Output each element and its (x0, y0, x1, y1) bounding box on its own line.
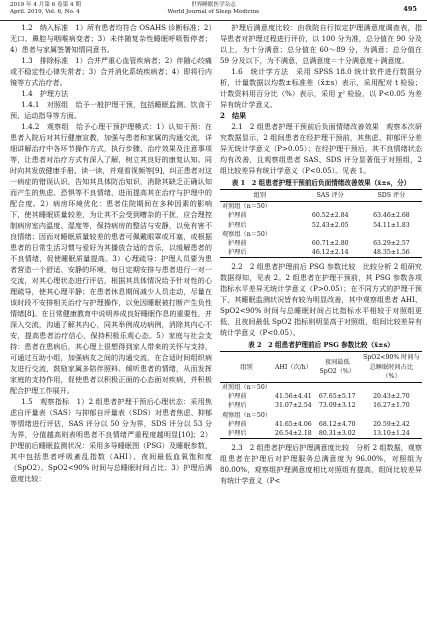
row-label: 护理后 (228, 402, 247, 410)
table-cell (361, 230, 422, 239)
paragraph: 2.2 2 组患者护理前后 PSG 参数比较 比较分析 2 组研究数据得知，见表 2。2 组患者在护理干预前，其 PSG 参数各项指标水平差异无统计学意义（P>0.05）；在不同方式的护理干预下，其睡眠监测状况皆有较为明显改善，其中观察组患者 AHI、SpO2<90% 时间与总睡眠时间占比指标水平相较于对照组更低，且夜间最低 SpO2 指标则明显高于对照组，组间比较差异有统计学意义（P<0.05）。 (220, 262, 422, 338)
table-cell: 60.52±2.84 (311, 212, 349, 220)
table2-caption: 表 2 2 组患者护理前后 PSG 参数比较（x̄±s） (248, 341, 394, 350)
journal-title-cn: 世界睡眠医学杂志 (191, 2, 236, 8)
table-row (220, 392, 422, 401)
row-label: 对照组（n＝50） (222, 384, 271, 392)
row-label: 护理后 (228, 249, 247, 257)
table-cell: 20.43±2.70 (373, 393, 410, 401)
table-cell (361, 383, 422, 393)
table-cell: 63.29±2.57 (373, 240, 410, 248)
table1-caption: 表 1 2 组患者护理干预前后负面情绪改善效果（x̄±s，分） (231, 179, 411, 187)
table-row (220, 429, 422, 439)
table-cell: 68.12±4.70 (318, 420, 356, 428)
row-label: 护理前 (228, 240, 247, 248)
column-header: 夜间最低 SpO2（%） (319, 359, 355, 376)
table-cell: 46.12±2.14 (311, 249, 349, 257)
row-label: 观察组（n＝50） (222, 230, 271, 238)
table-row (220, 383, 422, 393)
column-header: SpO2<90% 时间与总睡眠时间占比（%） (363, 354, 420, 380)
table-cell: 63.46±2.68 (373, 212, 410, 220)
table-row (220, 420, 422, 429)
table1 (220, 189, 422, 258)
column-header: AHI（次/h） (274, 363, 312, 371)
paragraph: 2.1 2 组患者护理干预前后负面情绪改善效果 观察本次研究数据显示，2 组间患者在经护理干预前，其焦虑、抑郁评分差异无统计学意义（P>0.05）；在经护理干预后，其不良情绪状态均有改善，且观察组患者 SAS、SDS 评分显著低于对照组，2 组比较差异有统计学意义（P<0.05）。见表 1。 (220, 122, 422, 175)
page-header (0, 0, 427, 21)
table-cell (361, 202, 422, 212)
journal-title-en: World Journal of Sleep Medicine (167, 9, 260, 16)
table2-body (220, 383, 422, 439)
right-column-middle (220, 261, 422, 338)
paragraph: 1.6 统计学方法 采用 SPSS 18.0 统计软件进行数据分析，计量数据以均数±标准差（x̄±s）表示，采用配对 t 检验；计数资料用百分比（%）表示，采用 χ² 检验，以 P<0.05 为差异有统计学意义。 (220, 67, 422, 109)
table-cell (273, 383, 314, 393)
table-cell (314, 411, 361, 420)
left-column-body (10, 22, 212, 484)
table-cell (300, 202, 361, 212)
table-cell (314, 383, 361, 393)
row-label: 护理后 (228, 430, 247, 438)
paragraph: 1.2 纳入标准 1）所有患者均符合 OSAHS 诊断标准；2）无口、鼻腔与咽喉病变者；3）未伴随复杂性睡眠呼吸暂停者；4）患者与家属签署知情同意书。 (10, 23, 212, 54)
right-column-bottom (220, 442, 422, 486)
table-cell: 54.11±1.83 (373, 221, 410, 229)
table-cell: 67.65±5.17 (318, 393, 356, 401)
table-row (220, 221, 422, 230)
paragraph: 1.4 护理方法 (21, 89, 69, 98)
table-cell (273, 411, 314, 420)
table-cell: 31.07±2.54 (275, 402, 312, 410)
table2-header-row (220, 352, 422, 383)
table-row (220, 401, 422, 410)
table-cell: 48.35±1.56 (373, 249, 410, 257)
row-label: 对照组（n＝50） (222, 203, 271, 211)
paragraph: 1.3 排除标准 1）合并严重心血管疾病者；2）伴随心绞痛或不稳定性心律失常者；3）合并消化系统疾病者；4）即将行内镜等方式治疗者。 (10, 56, 212, 87)
journal-title (0, 2, 427, 17)
right-column (220, 22, 422, 486)
table-row (220, 411, 422, 420)
row-label: 护理后 (228, 221, 247, 229)
table-row (220, 239, 422, 248)
table1-header-row (220, 190, 422, 202)
column-header: 组别 (240, 363, 253, 371)
row-label: 观察组（n＝50） (222, 411, 271, 419)
table-cell: 13.10±1.24 (373, 430, 410, 438)
left-column (10, 22, 212, 484)
table-cell: 16.27±1.70 (373, 402, 410, 410)
table-cell: 60.71±2.80 (311, 240, 349, 248)
issue-cn: 2019 年 4 月第 6 卷第 4 期 (10, 2, 81, 8)
table-row (220, 211, 422, 220)
right-column-top (220, 22, 422, 176)
table-cell: 80.31±3.02 (318, 430, 356, 438)
row-label: 护理前 (228, 212, 247, 220)
table-cell (300, 230, 361, 239)
column-header: 组别 (253, 192, 267, 199)
table1-body (220, 202, 422, 258)
issue-en: April. 2019, Vol. 6, No. 4 (10, 9, 80, 16)
table-cell: 20.59±2.42 (373, 420, 410, 428)
table-row (220, 248, 422, 258)
column-header: SAS 评分 (316, 192, 344, 199)
table-cell: 73.09±3.12 (318, 402, 356, 410)
table-cell: 41.65±4.06 (275, 420, 312, 428)
page-number: 495 (403, 5, 417, 13)
paragraph: 1.4.1 对照组 给予一般护理干预，包括睡眠监测、饮食干预、运动指导等方面。 (10, 100, 212, 120)
table-cell: 41.56±4.41 (275, 393, 312, 401)
paragraph: 1.4.2 观察组 给予心理干预护理模式：1）认知干预：在患者入院后对其行健康宣教，加强与患者和家属的沟通交流，详细讲解治疗中各环节操作方式，执行步骤、治疗效果及注意事项等，让患者对治疗方式有深入了解，树立其良好的康复认知。同时向其发放健康手册、读一读，并观看视频等[9]，纠正患者对这一病症的错误认识，告知其具体防治知识，消除其缺乏正确认知而产生的焦虑、恐惧等不良情绪，进而提高其在治疗与护理中的配合度。2）病房环境优化：患者住院期间在多种因素的影响下，使其睡眠质量较差，为让其不会受到嘈杂的干扰，应合理控制病房室内温度、湿度等，保持病房的整洁与安静，以免有害不良情绪；因而对睡眠质量较差的患者可佩戴眼罩或耳塞，或根据患者的日常生活习惯与爱好为其播放合适的音乐，以缓解患者的不良情绪，促使睡眠质量提高。3）心理疏导：护理人员要为患者营造一个舒适、安静的环境，每日定期安排与患者进行一对一交流，对其心理状态进行评估，根据其具体情况给予针对性的心理疏导，使其心理平静；在患者休息期间减少人员走动，尽量在该时段不安排相关治疗与护理操作，以免因睡眠被打断产生负性情绪[8]。在日常健康教育中说明养成良好睡眠作息的重要性，并深入交流，沟通了解其内心，同其举例成功病例，消除其内心不安，提高患者治疗信心，保持积极乐观心态。5）家庭与社会支持：患者在患病后，其心理上很想得到家人带来的关怀与支持，可通过互助小组，加强病友之间的沟通交流，在合适时间组织病友进行交流，鼓励家属多陪伴照料、倾听患者的情绪，从而发挥家庭的支持作用，促使患者以积极正面的心态面对疾病，并积极配合护理工作展开。 (10, 122, 212, 395)
section-heading: 2 结果 (220, 111, 247, 120)
row-label: 护理前 (228, 393, 247, 401)
table2 (220, 351, 422, 439)
row-label: 护理前 (228, 420, 247, 428)
table-cell: 52.43±2.05 (311, 221, 349, 229)
table-cell (361, 411, 422, 420)
table-row (220, 230, 422, 239)
paragraph: 2.3 2 组患者护理后护理满意度比较 分析 2 组数据，观察组患者在护理后对护理服务总满意度为 96.00%，对照组为 80.00%，观察组护理满意度相比对照组有提高，组间比较差异有统计学意义（P< (220, 443, 422, 486)
paragraph: 1.5 观察指标 1）2 组患者护理干预后心理状态：采用焦虑自评量表（SAS）与抑郁自评量表（SDS）对患者焦虑、抑郁等情绪进行评估，SAS 评分以 50 分为界，SDS 评分以 53 分为界，分值越高则表明患者不良情绪严重程度越明显[10]；2）护理前后睡眠监测状况：采用多导睡眠图（PSG）及睡眠参数，其中包括患者呼吸紊乱指数（AHI）、夜间最低血氧饱和度（SpO2）、SpO2<90% 时间与总睡眠时间占比；3）护理后满意度比较： (10, 397, 212, 483)
table-cell: 26.54±2.18 (275, 430, 312, 438)
column-header: SDS 评分 (377, 192, 406, 199)
paragraph: 护理后满意度比较：由我院自行拟定护理满意度调查表，指导患者对护理过程进行评价，以 100 分为准，总分值在 90 分及以上，为十分满意；总分值在 60～89 分，为满意；总分值在 59 分及以下，为不满意，总满意度＝十分满意度＋满意度。 (220, 23, 422, 65)
table-row (220, 202, 422, 212)
